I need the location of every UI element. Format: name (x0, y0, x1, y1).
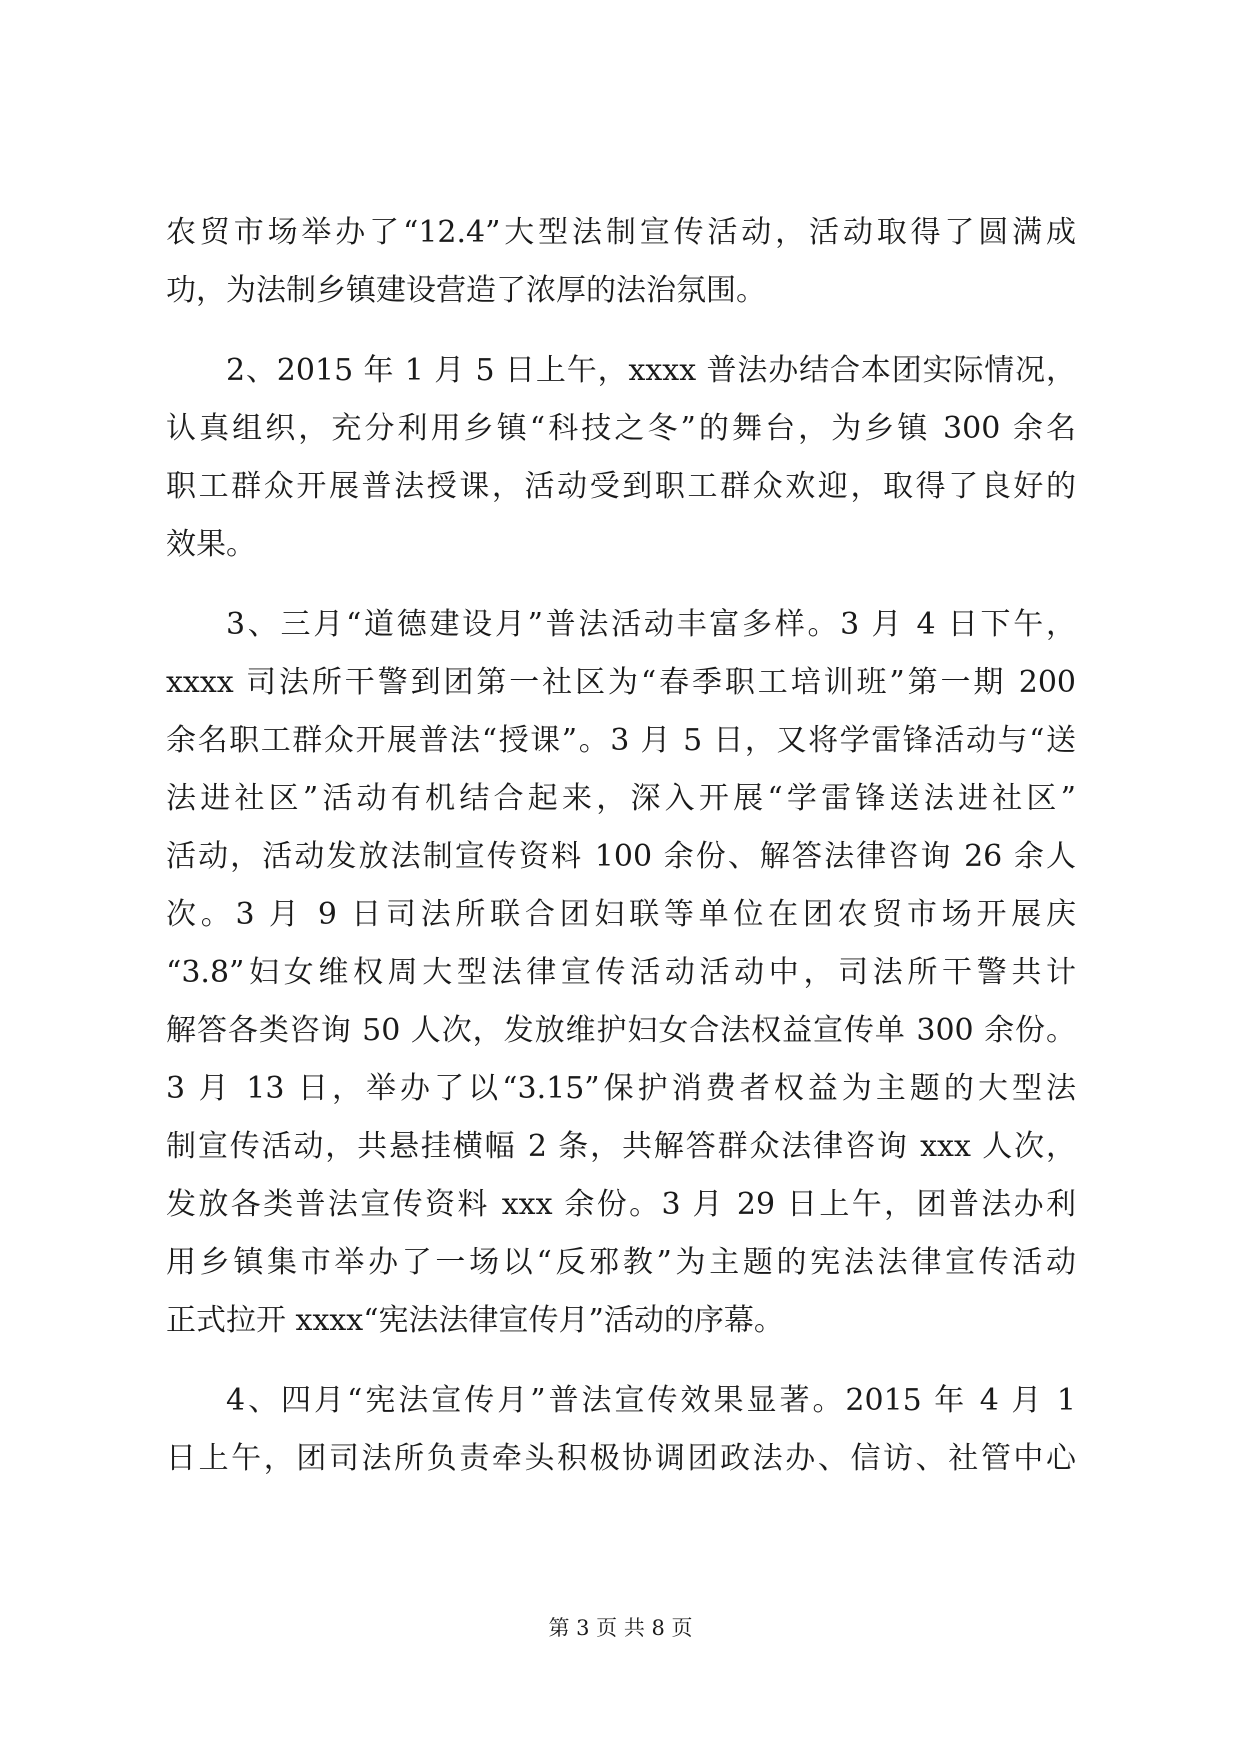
paragraph-line: 3、三月“道德建设月”普法活动丰富多样。3 月 4 日下午， (226, 607, 1076, 642)
paragraph-line: 制宣传活动，共悬挂横幅 2 条，共解答群众法律咨询 xxx 人次， (166, 1129, 1076, 1164)
paragraph-line: 功，为法制乡镇建设营造了浓厚的法治氛围。 (166, 273, 766, 308)
paragraph-line: 认真组织，充分利用乡镇“科技之冬”的舞台，为乡镇 300 余名 (166, 411, 1076, 446)
paragraph-line: 2、2015 年 1 月 5 日上午，xxxx 普法办结合本团实际情况， (226, 353, 1076, 388)
paragraph-line: 效果。 (166, 527, 256, 562)
paragraph-line: 解答各类咨询 50 人次，发放维护妇女合法权益宣传单 300 余份。 (166, 1013, 1076, 1048)
paragraph-line: 法进社区”活动有机结合起来，深入开展“学雷锋送法进社区” (166, 781, 1076, 816)
page-number-footer: 第 3 页 共 8 页 (548, 1616, 693, 1640)
paragraph-line: 4、四月“宪法宣传月”普法宣传效果显著。2015 年 4 月 1 (226, 1383, 1076, 1418)
paragraph-line: 余名职工群众开展普法“授课”。3 月 5 日，又将学雷锋活动与“送 (166, 723, 1076, 758)
paragraph-line: 次。3 月 9 日司法所联合团妇联等单位在团农贸市场开展庆 (166, 897, 1076, 932)
paragraph-line: 用乡镇集市举办了一场以“反邪教”为主题的宪法法律宣传活动 (166, 1245, 1076, 1280)
paragraph-line: 职工群众开展普法授课，活动受到职工群众欢迎，取得了良好的 (166, 469, 1076, 504)
paragraph-line: “3.8”妇女维权周大型法律宣传活动活动中，司法所干警共计 (166, 955, 1076, 990)
paragraph-line: 活动，活动发放法制宣传资料 100 余份、解答法律咨询 26 余人 (166, 839, 1076, 874)
paragraph-line: 农贸市场举办了“12.4”大型法制宣传活动，活动取得了圆满成 (166, 215, 1076, 250)
paragraph-line: 发放各类普法宣传资料 xxx 余份。3 月 29 日上午，团普法办利 (166, 1187, 1076, 1222)
paragraph-line: 日上午，团司法所负责牵头积极协调团政法办、信访、社管中心 (166, 1441, 1076, 1476)
paragraph-line: 正式拉开 xxxx“宪法法律宣传月”活动的序幕。 (166, 1303, 784, 1338)
paragraph-line: xxxx 司法所干警到团第一社区为“春季职工培训班”第一期 200 (166, 665, 1076, 700)
paragraph-line: 3 月 13 日，举办了以“3.15”保护消费者权益为主题的大型法 (166, 1071, 1076, 1106)
